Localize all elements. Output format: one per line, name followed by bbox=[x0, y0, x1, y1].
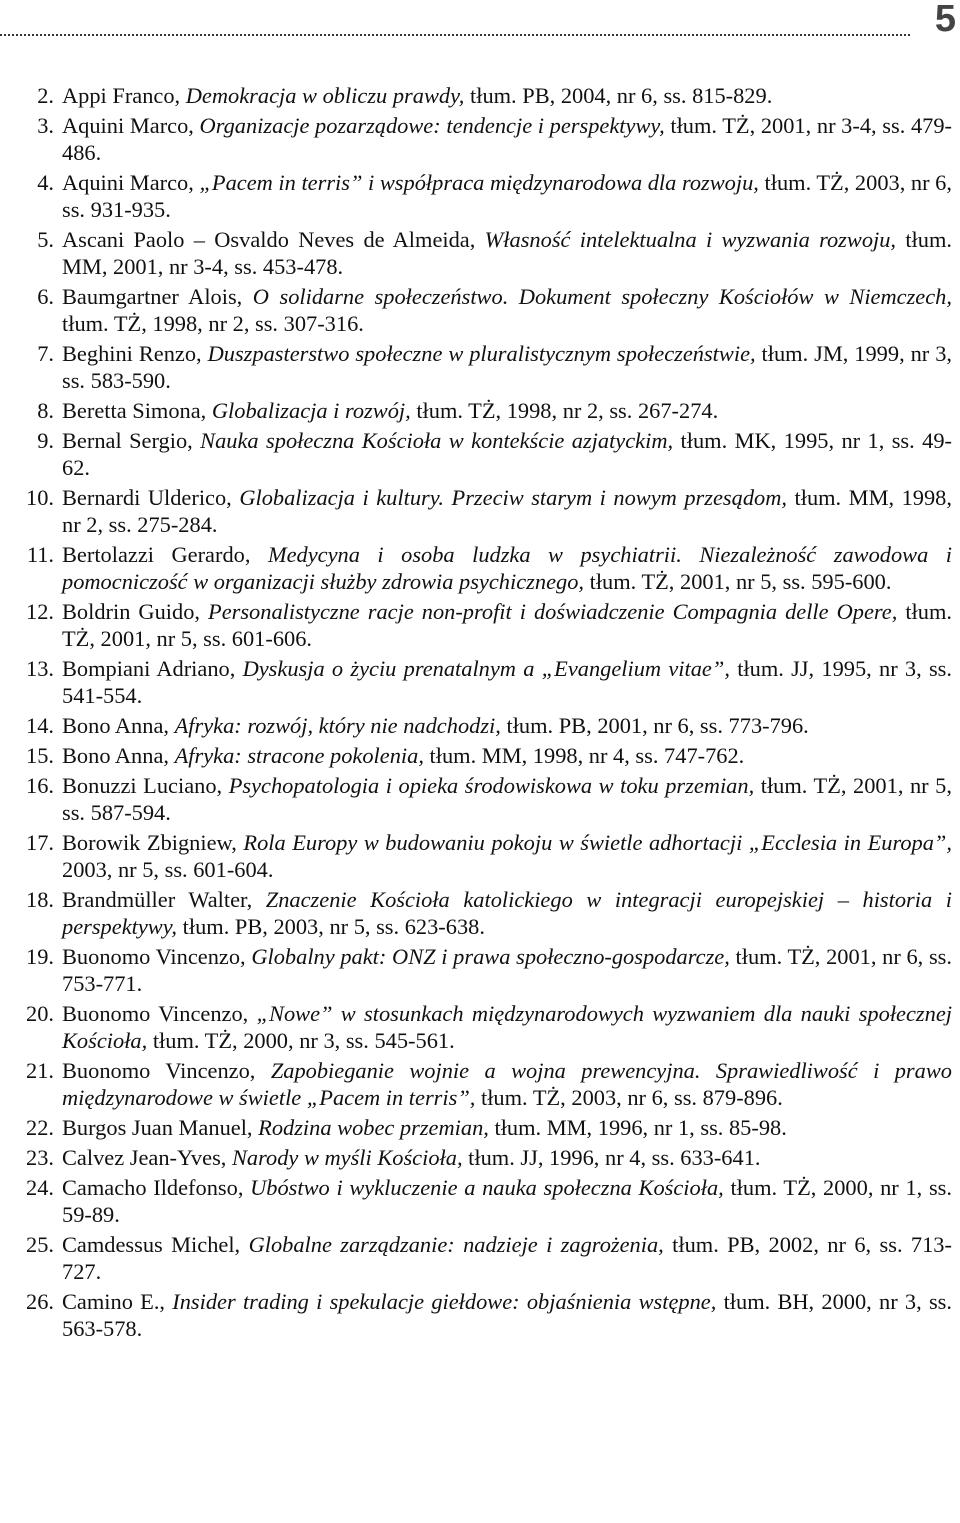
bibliography-entry bbox=[0, 655, 960, 709]
entry-title: Nauka społeczna Kościoła w kontekście azjatyckim, bbox=[200, 428, 674, 453]
entry-number: 13. bbox=[26, 656, 54, 681]
entry-author: Camdessus Michel, bbox=[62, 1232, 241, 1257]
entry-publication: tłum. MM, 1996, nr 1, ss. 85-98. bbox=[494, 1115, 787, 1140]
entry-number: 3. bbox=[37, 113, 54, 138]
entry-title: Afryka: stracone pokolenia, bbox=[174, 743, 424, 768]
entry-publication: tłum. PB, 2004, nr 6, ss. 815-829. bbox=[470, 83, 773, 108]
entry-publication: tłum. MM, 1998, nr 4, ss. 747-762. bbox=[429, 743, 745, 768]
entry-publication: tłum. MK, 1995, nr 1, ss. 49-62. bbox=[62, 428, 953, 480]
bibliography-entry bbox=[0, 1174, 960, 1228]
bibliography-entry bbox=[0, 82, 960, 109]
entry-title: Personalistyczne racje non-profit i doświadczenie Compagnia delle Opere, bbox=[208, 599, 898, 624]
entry-author: Bono Anna, bbox=[62, 743, 169, 768]
entry-publication: tłum. TŻ, 2001, nr 5, ss. 595-600. bbox=[589, 569, 892, 594]
entry-author: Buonomo Vincenzo, bbox=[62, 944, 246, 969]
entry-author: Bonuzzi Luciano, bbox=[62, 773, 223, 798]
entry-author: Borowik Zbigniew, bbox=[62, 830, 237, 855]
entry-title: Psychopatologia i opieka środowiskowa w toku przemian, bbox=[228, 773, 755, 798]
entry-publication: tłum. JJ, 1996, nr 4, ss. 633-641. bbox=[468, 1145, 761, 1170]
entry-publication: tłum. TŻ, 2003, nr 6, ss. 931-935. bbox=[62, 170, 952, 222]
bibliography-entry bbox=[0, 1231, 960, 1285]
entry-number: 26. bbox=[26, 1289, 54, 1314]
entry-publication: tłum. TŻ, 2000, nr 3, ss. 545-561. bbox=[152, 1028, 455, 1053]
entry-number: 9. bbox=[37, 428, 54, 453]
page-header bbox=[0, 0, 960, 44]
page-number: 5 bbox=[934, 0, 956, 40]
entry-title: Zapobieganie wojnie a wojna prewencyjna. Sprawiedliwość i prawo międzynarodowe w świetle „Pacem in terris”, bbox=[62, 1058, 952, 1110]
entry-publication: tłum. TŻ, 2000, nr 1, ss. 59-89. bbox=[62, 1175, 952, 1227]
entry-author: Beghini Renzo, bbox=[62, 341, 202, 366]
entry-number: 16. bbox=[26, 773, 54, 798]
entry-number: 24. bbox=[26, 1175, 54, 1200]
entry-author: Buonomo Vincenzo, bbox=[62, 1001, 249, 1026]
bibliography-entry bbox=[0, 283, 960, 337]
bibliography-entry bbox=[0, 427, 960, 481]
entry-number: 25. bbox=[26, 1232, 54, 1257]
entry-author: Brandmüller Walter, bbox=[62, 887, 253, 912]
entry-title: Narody w myśli Kościoła, bbox=[232, 1145, 463, 1170]
entry-number: 18. bbox=[26, 887, 54, 912]
bibliography-entry bbox=[0, 397, 960, 424]
entry-number: 2. bbox=[37, 83, 54, 108]
entry-title: Globalny pakt: ONZ i prawa społeczno-gospodarcze, bbox=[251, 944, 730, 969]
entry-number: 23. bbox=[26, 1145, 54, 1170]
entry-title: Medycyna i osoba ludzka w psychiatrii. Niezależność zawodowa i pomocniczość w organizacji służby zdrowia psychicznego, bbox=[62, 542, 952, 594]
entry-publication: tłum. TŻ, 2001, nr 6, ss. 753-771. bbox=[62, 944, 952, 996]
entry-title: Globalizacja i rozwój, bbox=[211, 398, 411, 423]
entry-number: 21. bbox=[26, 1058, 54, 1083]
entry-title: „Nowe” w stosunkach międzynarodowych wyzwaniem dla nauki społecznej Kościoła, bbox=[62, 1001, 952, 1053]
entry-number: 11. bbox=[26, 542, 54, 567]
entry-author: Bernal Sergio, bbox=[62, 428, 193, 453]
entry-publication: tłum. TŻ, 1998, nr 2, ss. 307-316. bbox=[62, 311, 364, 336]
entry-publication: tłum. TŻ, 2001, nr 3-4, ss. 479-486. bbox=[62, 113, 952, 165]
entry-author: Bertolazzi Gerardo, bbox=[62, 542, 251, 567]
entry-author: Appi Franco, bbox=[62, 83, 181, 108]
entry-author: Buonomo Vincenzo, bbox=[62, 1058, 256, 1083]
entry-author: Calvez Jean-Yves, bbox=[62, 1145, 227, 1170]
entry-author: Camacho Ildefonso, bbox=[62, 1175, 244, 1200]
entry-author: Beretta Simona, bbox=[62, 398, 207, 423]
entry-author: Burgos Juan Manuel, bbox=[62, 1115, 253, 1140]
bibliography-entry bbox=[0, 742, 960, 769]
entry-number: 8. bbox=[37, 398, 54, 423]
entry-title: Rola Europy w budowaniu pokoju w świetle adhortacji „Ecclesia in Europa”, bbox=[243, 830, 952, 855]
bibliography-entry bbox=[0, 484, 960, 538]
entry-number: 17. bbox=[26, 830, 54, 855]
entry-title: O solidarne społeczeństwo. Dokument społeczny Kościołów w Niemczech, bbox=[252, 284, 952, 309]
entry-number: 7. bbox=[37, 341, 54, 366]
bibliography-entry bbox=[0, 1144, 960, 1171]
entry-title: Rodzina wobec przemian, bbox=[258, 1115, 489, 1140]
entry-publication: tłum. TŻ, 1998, nr 2, ss. 267-274. bbox=[416, 398, 719, 423]
entry-number: 10. bbox=[26, 485, 54, 510]
entry-title: Globalne zarządzanie: nadzieje i zagrożenia, bbox=[248, 1232, 664, 1257]
entry-title: Globalizacja i kultury. Przeciw starym i nowym przesądom, bbox=[239, 485, 787, 510]
entry-author: Ascani Paolo – Osvaldo Neves de Almeida, bbox=[62, 227, 476, 252]
entry-publication: tłum. TŻ, 2001, nr 5, ss. 587-594. bbox=[62, 773, 952, 825]
bibliography-entry bbox=[0, 829, 960, 883]
bibliography-entry bbox=[0, 169, 960, 223]
entry-title: Dyskusja o życiu prenatalnym a „Evangelium vitae”, bbox=[242, 656, 730, 681]
entry-author: Aquini Marco, bbox=[62, 170, 194, 195]
entry-title: Demokracja w obliczu prawdy, bbox=[185, 83, 465, 108]
entry-title: Insider trading i spekulacje giełdowe: objaśnienia wstępne, bbox=[172, 1289, 717, 1314]
entry-author: Boldrin Guido, bbox=[62, 599, 200, 624]
bibliography-entry bbox=[0, 541, 960, 595]
entry-title: Organizacje pozarządowe: tendencje i perspektywy, bbox=[199, 113, 665, 138]
entry-publication: tłum. JM, 1999, nr 3, ss. 583-590. bbox=[62, 341, 952, 393]
entry-publication: tłum. PB, 2001, nr 6, ss. 773-796. bbox=[506, 713, 809, 738]
entry-publication: tłum. BH, 2000, nr 3, ss. 563-578. bbox=[62, 1289, 952, 1341]
entry-publication: tłum. JJ, 1995, nr 3, ss. 541-554. bbox=[62, 656, 952, 708]
header-dotted-rule bbox=[0, 34, 910, 36]
entry-author: Bono Anna, bbox=[62, 713, 169, 738]
bibliography-entry bbox=[0, 340, 960, 394]
bibliography-entry bbox=[0, 1288, 960, 1342]
bibliography-entry bbox=[0, 1000, 960, 1054]
bibliography-list bbox=[0, 82, 960, 1345]
bibliography-entry bbox=[0, 712, 960, 739]
entry-author: Baumgartner Alois, bbox=[62, 284, 243, 309]
bibliography-entry bbox=[0, 943, 960, 997]
entry-publication: tłum. MM, 1998, nr 2, ss. 275-284. bbox=[62, 485, 952, 537]
entry-publication: 2003, nr 5, ss. 601-604. bbox=[62, 857, 274, 882]
entry-author: Aquini Marco, bbox=[62, 113, 194, 138]
entry-number: 14. bbox=[26, 713, 54, 738]
bibliography-entry bbox=[0, 1057, 960, 1111]
bibliography-entry bbox=[0, 598, 960, 652]
entry-author: Bompiani Adriano, bbox=[62, 656, 236, 681]
entry-number: 15. bbox=[26, 743, 54, 768]
entry-publication: tłum. TŻ, 2003, nr 6, ss. 879-896. bbox=[480, 1085, 783, 1110]
entry-title: Znaczenie Kościoła katolickiego w integracji europejskiej – historia i perspektywy, bbox=[62, 887, 952, 939]
entry-number: 22. bbox=[26, 1115, 54, 1140]
entry-number: 12. bbox=[26, 599, 54, 624]
entry-title: „Pacem in terris” i współpraca międzynarodowa dla rozwoju, bbox=[199, 170, 759, 195]
entry-author: Camino E., bbox=[62, 1289, 166, 1314]
entry-number: 5. bbox=[37, 227, 54, 252]
entry-publication: tłum. MM, 2001, nr 3-4, ss. 453-478. bbox=[62, 227, 952, 279]
entry-number: 20. bbox=[26, 1001, 54, 1026]
entry-title: Ubóstwo i wykluczenie a nauka społeczna Kościoła, bbox=[250, 1175, 724, 1200]
entry-number: 4. bbox=[37, 170, 54, 195]
entry-publication: tłum. PB, 2002, nr 6, ss. 713-727. bbox=[62, 1232, 952, 1284]
entry-publication: tłum. PB, 2003, nr 5, ss. 623-638. bbox=[182, 914, 485, 939]
entry-title: Duszpasterstwo społeczne w pluralistycznym społeczeństwie, bbox=[207, 341, 756, 366]
entry-title: Własność intelektualna i wyzwania rozwoju, bbox=[484, 227, 897, 252]
entry-author: Bernardi Ulderico, bbox=[62, 485, 232, 510]
bibliography-entry bbox=[0, 772, 960, 826]
bibliography-entry bbox=[0, 112, 960, 166]
bibliography-entry bbox=[0, 226, 960, 280]
entry-title: Afryka: rozwój, który nie nadchodzi, bbox=[174, 713, 501, 738]
entry-publication: tłum. TŻ, 2001, nr 5, ss. 601-606. bbox=[62, 599, 952, 651]
bibliography-entry bbox=[0, 886, 960, 940]
entry-number: 19. bbox=[26, 944, 54, 969]
entry-number: 6. bbox=[37, 284, 54, 309]
bibliography-entry bbox=[0, 1114, 960, 1141]
